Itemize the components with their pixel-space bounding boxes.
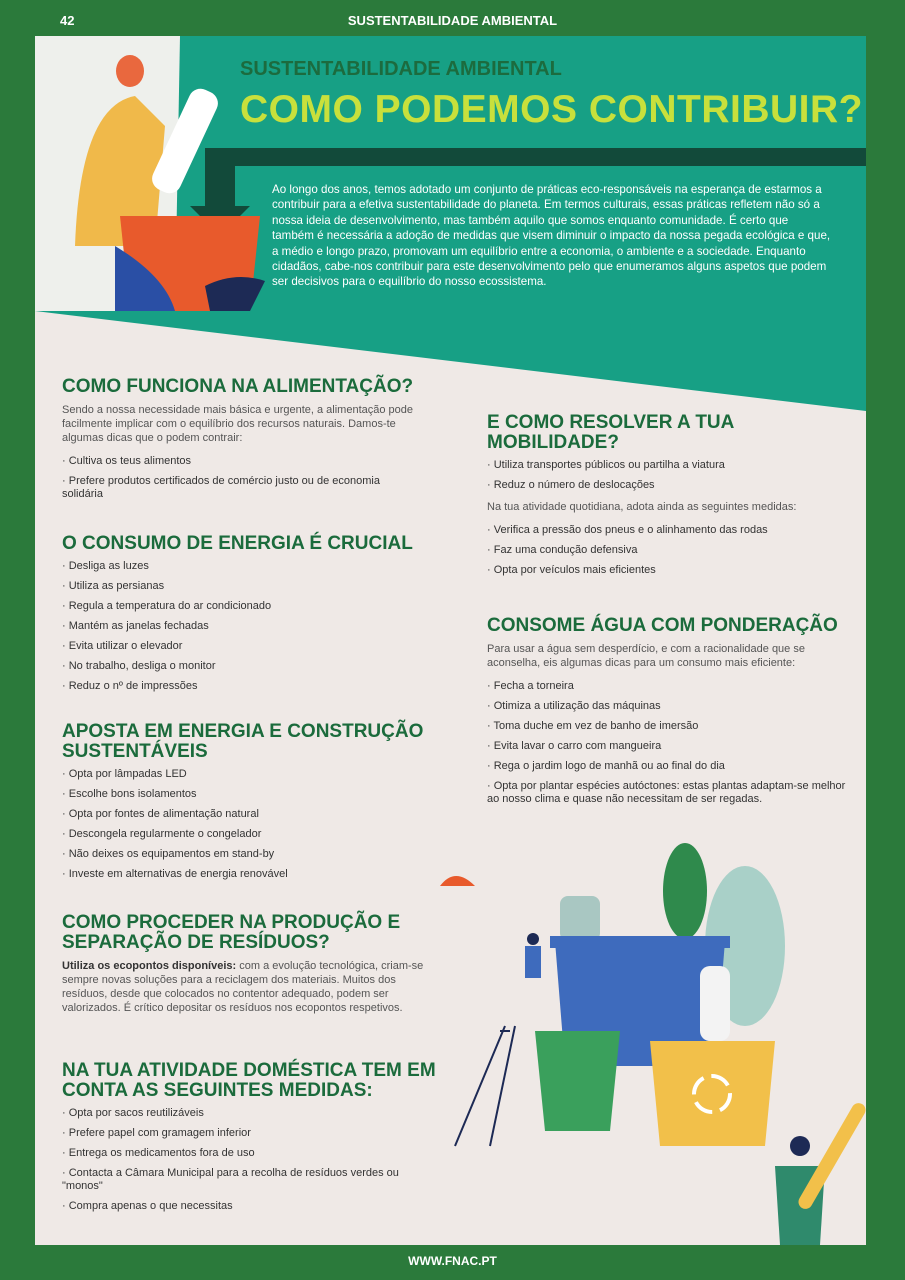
section-title: COMO FUNCIONA NA ALIMENTAÇÃO?	[62, 376, 414, 397]
list-item: · Reduz o número de deslocações	[487, 479, 847, 492]
section-intro: Sendo a nossa necessidade mais básica e urgente, a alimentação pode facilmente implicar com o equilíbrio dos recursos naturais. Damos-te algumas dicas que o podem contrair:	[62, 404, 414, 444]
list-item: · Mantém as janelas fechadas	[62, 620, 442, 633]
section-title: E COMO RESOLVER A TUA MOBILIDADE?	[487, 412, 734, 453]
section-construction	[62, 722, 452, 888]
section-waste	[62, 913, 427, 1025]
list-item: · Otimiza a utilização das máquinas	[487, 700, 852, 713]
section-title: O CONSUMO DE ENERGIA É CRUCIAL	[62, 533, 413, 554]
section-intro: Para usar a água sem desperdício, e com a racionalidade que se aconselha, eis algumas dicas para um consumo mais eficiente:	[487, 643, 805, 669]
person-head	[790, 1136, 810, 1156]
list-item: · Cultiva os teus alimentos	[62, 455, 422, 468]
page-panel	[35, 36, 866, 1245]
list-item: · Utiliza transportes públicos ou partilha a viatura	[487, 459, 847, 472]
list-item: · Toma duche em vez de banho de imersão	[487, 720, 852, 733]
section-mobility	[487, 413, 847, 584]
arrow-bar	[235, 148, 866, 166]
section-title: NA TUA ATIVIDADE DOMÉSTICA TEM EM CONTA AS SEGUINTES MEDIDAS:	[62, 1060, 436, 1101]
person-head	[527, 933, 539, 945]
list-item: · Utiliza as persianas	[62, 580, 442, 593]
list-item: · Opta por plantar espécies autóctones: estas plantas adaptam-se melhor ao nosso clima e quase não necessitam de ser regadas.	[487, 780, 852, 806]
list-item: · Escolhe bons isolamentos	[62, 788, 452, 801]
list-item: · Contacta a Câmara Municipal para a recolha de resíduos verdes ou "monos"	[62, 1167, 442, 1193]
blue-bin-lid	[550, 936, 730, 948]
section-title: CONSOME ÁGUA COM PONDERAÇÃO	[487, 615, 838, 636]
list-item: · Opta por veículos mais eficientes	[487, 564, 847, 577]
list-item: · Investe em alternativas de energia renovável	[62, 868, 452, 881]
list-item: · Opta por lâmpadas LED	[62, 768, 452, 781]
list-item: · Faz uma condução defensiva	[487, 544, 847, 557]
section-home	[62, 1061, 442, 1220]
bottle-icon	[700, 966, 730, 1041]
person-head	[116, 55, 144, 87]
waste-text: com a evolução tecnológica, criam-se sempre novas soluções para a reciclagem dos materiais. Muitos dos resíduos, desde que colocados no contentor adequado, podem ser valorizados. É crítico depositar os resíduos nos ecopontos respetivos.	[62, 960, 424, 1014]
list-item: · Evita lavar o carro com mangueira	[487, 740, 852, 753]
cloud-icon	[440, 876, 475, 886]
list-item: · Regula a temperatura do ar condicionado	[62, 600, 442, 613]
page-number: 42	[60, 13, 75, 28]
green-bin-icon	[535, 1031, 620, 1131]
section-food	[62, 377, 422, 508]
hero-kicker: SUSTENTABILIDADE AMBIENTAL	[240, 58, 562, 80]
list-item: · Opta por fontes de alimentação natural	[62, 808, 452, 821]
list-item: · No trabalho, desliga o monitor	[62, 660, 442, 673]
list-item: · Desliga as luzes	[62, 560, 442, 573]
running-title: SUSTENTABILIDADE AMBIENTAL	[347, 13, 558, 28]
list-item: · Opta por sacos reutilizáveis	[62, 1107, 442, 1120]
footer-url[interactable]: WWW.FNAC.PT	[408, 1254, 497, 1268]
list-item: · Rega o jardim logo de manhã ou ao final do dia	[487, 760, 852, 773]
list-item: · Descongela regularmente o congelador	[62, 828, 452, 841]
ladder-icon	[455, 1026, 515, 1146]
recycling-illustration	[415, 836, 866, 1245]
section-energy	[62, 534, 442, 700]
list-item: · Entrega os medicamentos fora de uso	[62, 1147, 442, 1160]
list-item: · Reduz o nº de impressões	[62, 680, 442, 693]
section-title: APOSTA EM ENERGIA E CONSTRUÇÃO SUSTENTÁVEIS	[62, 721, 424, 762]
paper-roll-icon	[796, 1101, 866, 1212]
person-body-icon	[525, 946, 541, 978]
list-item: · Prefere produtos certificados de comércio justo ou de economia solidária	[62, 475, 422, 501]
jar-icon	[560, 896, 600, 941]
mobility-note: Na tua atividade quotidiana, adota ainda as seguintes medidas:	[487, 501, 797, 513]
list-item: · Não deixes os equipamentos em stand-by	[62, 848, 452, 861]
list-item: · Verifica a pressão dos pneus e o alinhamento das rodas	[487, 524, 847, 537]
yellow-bin-icon	[650, 1041, 775, 1146]
hero-intro: Ao longo dos anos, temos adotado um conjunto de práticas eco-responsáveis na esperança de estarmos a contribuir para a efetiva sustentabilidade do planeta. Em termos culturais, essas práticas refletem não só a nossa ideia de desenvolvimento, mas também aquilo que somos enquanto comunidade. É certo que também é necessária a adoção de medidas que visem diminuir o impacto da nossa pegada ecológica e que, a médio e longo prazo, promovam um equilíbrio entre a economia, o ambiente e a sociedade. Enquanto cidadãos, cabe-nos contribuir para este desenvolvimento pelo que enumeramos alguns aspetos que podem ser decisivos para o equilíbrio do nosso ecossistema.	[272, 183, 831, 289]
list-item: · Evita utilizar o elevador	[62, 640, 442, 653]
list-item: · Prefere papel com gramagem inferior	[62, 1127, 442, 1140]
leaf-icon	[663, 843, 707, 939]
list-item: · Compra apenas o que necessitas	[62, 1200, 442, 1213]
list-item: · Fecha a torneira	[487, 680, 852, 693]
waste-lead: Utiliza os ecopontos disponíveis:	[62, 960, 237, 972]
section-title: COMO PROCEDER NA PRODUÇÃO E SEPARAÇÃO DE RESÍDUOS?	[62, 912, 401, 953]
hero-title: COMO PODEMOS CONTRIBUIR?	[240, 88, 863, 131]
section-water	[487, 616, 852, 813]
